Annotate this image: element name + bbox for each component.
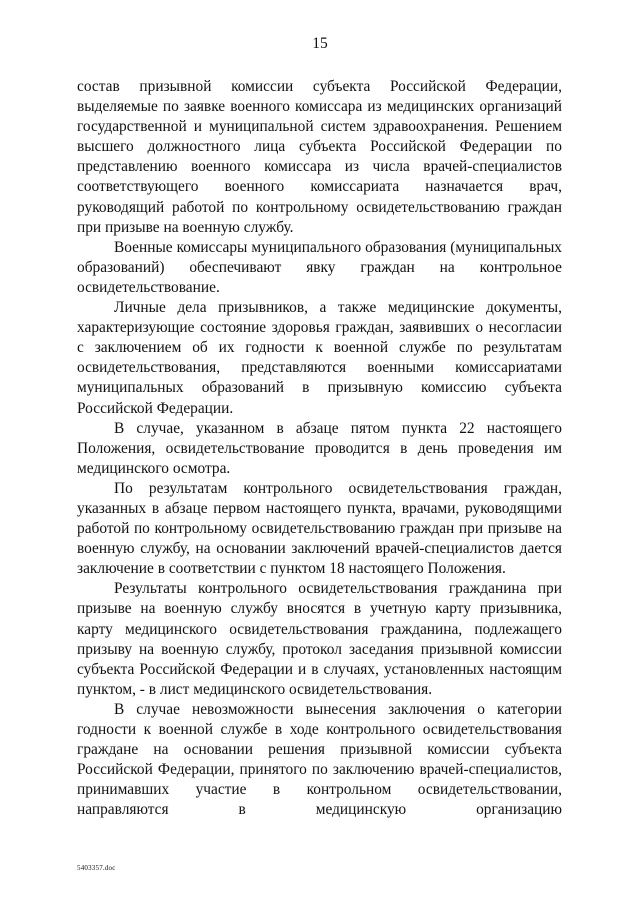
page-number: 15 — [312, 35, 328, 52]
paragraph-5: По результатам контрольного освидетельствования граждан, указанных в абзаце первом настоящего пункта, врачами, руководящими работой по контрольному освидетельствованию граждан при призыве на военную службу, на основании заключений врачей-специалистов дается заключение в соответствии с пунктом 18 настоящего Положения. — [77, 479, 562, 578]
paragraph-3: Личные дела призывников, а также медицинские документы, характеризующие состояние здоровья граждан, заявивших о несогласии с заключением об их годности к военной службе по результатам освидетельствования, представляются военными комиссариатами муниципальных образований в призывную комиссию субъекта Российской Федерации. — [77, 299, 562, 417]
paragraph-2: Военные комиссары муниципального образования (муниципальных образований) обеспечивают явку граждан на контрольное освидетельствование. — [77, 238, 562, 296]
paragraph-6: Результаты контрольного освидетельствования гражданина при призыве на военную службу вносятся в учетную карту призывника, карту медицинского освидетельствования гражданина, подлежащего призыву на военную службу, протокол заседания призывной комиссии субъекта Российской Федерации и в случаях, установленных настоящим пунктом, - в лист медицинского освидетельствования. — [77, 580, 562, 698]
footer-file-name: 5403357.doc — [77, 864, 116, 872]
paragraph-4: В случае, указанном в абзаце пятом пункта 22 настоящего Положения, освидетельствование проводится в день проведения им медицинского осмотра. — [77, 419, 562, 477]
paragraph-1: состав призывной комиссии субъекта Российской Федерации, выделяемые по заявке военного комиссара из медицинских организаций государственной и муниципальной систем здравоохранения. Решением высшего должностного лица субъекта Российской Федерации по представлению военного комиссара из числа врачей-специалистов соответствующего военного комиссариата назначается врач, руководящий работой по контрольному освидетельствованию граждан при призыве на военную службу. — [77, 78, 562, 236]
document-body — [77, 77, 562, 820]
paragraph-7: В случае невозможности вынесения заключения о категории годности к военной службе в ходе контрольного освидетельствования граждане на основании решения призывной комиссии субъекта Российской Федерации, принятого по заключению врачей-специалистов, принимавших участие в контрольном освидетельствовании, направляются в медицинскую организацию — [77, 700, 562, 819]
